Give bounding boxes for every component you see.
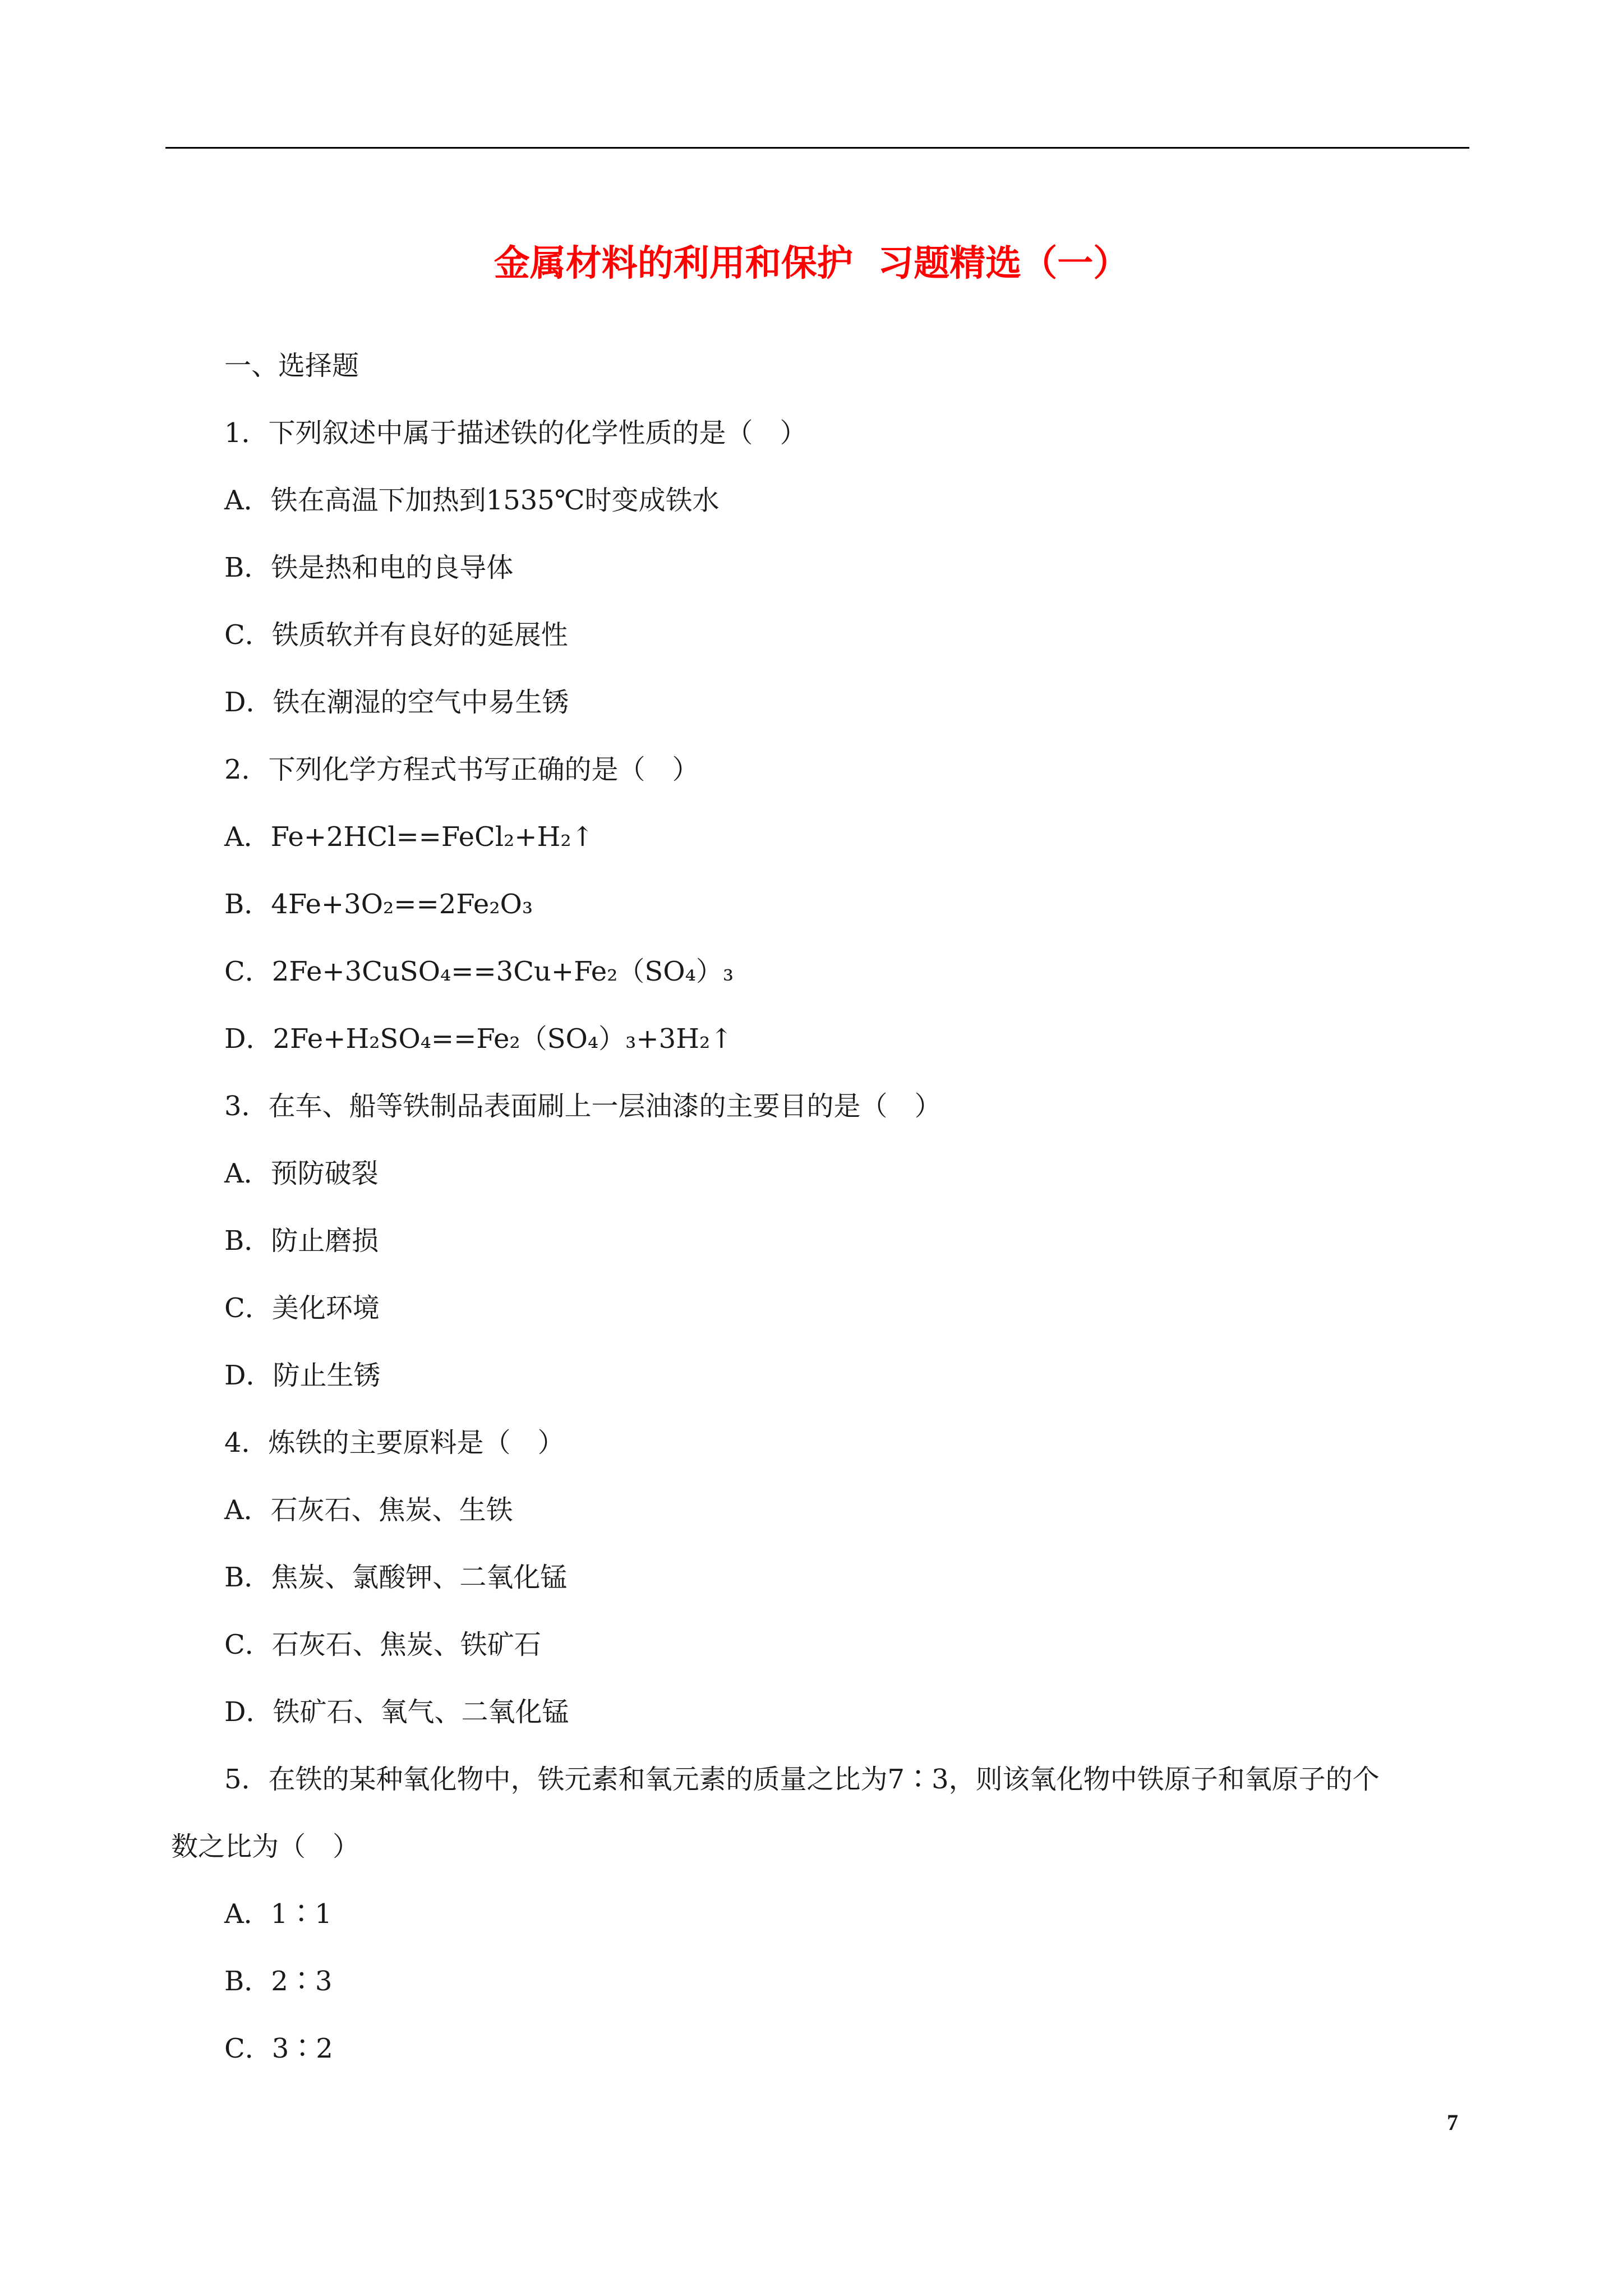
question-4-option-d: D．铁矿石、氧气、二氧化锰 (224, 1696, 569, 1728)
question-4-stem: 4．炼铁的主要原料是（ ） (224, 1427, 565, 1458)
question-2-option-d: D．2Fe+H₂SO₄==Fe₂（SO₄）₃+3H₂↑ (224, 1023, 733, 1055)
question-1-option-d: D．铁在潮湿的空气中易生锈 (224, 687, 569, 718)
question-1-option-a: A．铁在高温下加热到1535℃时变成铁水 (224, 485, 720, 516)
question-5-stem-continuation: 数之比为（ ） (171, 1831, 360, 1862)
question-1-stem: 1．下列叙述中属于描述铁的化学性质的是（ ） (224, 417, 807, 449)
question-5-stem: 5．在铁的某种氧化物中，铁元素和氧元素的质量之比为7∶3，则该氧化物中铁原子和氧原子的个 (224, 1764, 1380, 1795)
header-rule (165, 147, 1469, 149)
question-5-option-c: C．3∶2 (224, 2033, 333, 2064)
question-2-option-c: C．2Fe+3CuSO₄==3Cu+Fe₂（SO₄）₃ (224, 956, 734, 987)
question-2-option-b: B．4Fe+3O₂==2Fe₂O₃ (224, 889, 533, 920)
question-2-stem: 2．下列化学方程式书写正确的是（ ） (224, 754, 699, 785)
question-3-option-b: B．防止磨损 (224, 1225, 379, 1257)
question-4-option-b: B．焦炭、氯酸钾、二氧化锰 (224, 1562, 568, 1593)
section-heading: 一、选择题 (224, 350, 359, 381)
question-5-option-b: B．2∶3 (224, 1966, 333, 1997)
question-2-option-a: A．Fe+2HCl==FeCl₂+H₂↑ (224, 821, 594, 853)
question-3-option-a: A．预防破裂 (224, 1158, 379, 1189)
document-title: 金属材料的利用和保护 习题精选（一） (494, 243, 1129, 284)
question-3-option-c: C．美化环境 (224, 1292, 380, 1324)
question-5-option-a: A．1∶1 (224, 1898, 332, 1930)
question-3-option-d: D．防止生锈 (224, 1360, 381, 1391)
question-1-option-c: C．铁质软并有良好的延展性 (224, 619, 568, 651)
page-number: 7 (1447, 2110, 1458, 2135)
question-3-stem: 3．在车、船等铁制品表面刷上一层油漆的主要目的是（ ） (224, 1091, 942, 1122)
question-1-option-b: B．铁是热和电的良导体 (224, 552, 514, 583)
question-4-option-c: C．石灰石、焦炭、铁矿石 (224, 1629, 541, 1660)
question-4-option-a: A．石灰石、焦炭、生铁 (224, 1494, 513, 1526)
